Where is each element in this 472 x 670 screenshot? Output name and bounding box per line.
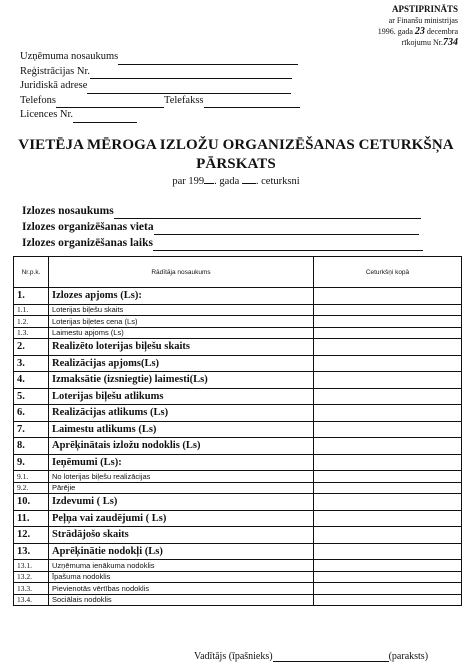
signature-line [194, 651, 428, 662]
company-name-label: Uzņēmuma nosaukums [20, 51, 119, 62]
period-quarter-field[interactable] [242, 175, 256, 184]
row-number: 13.3. [14, 583, 49, 595]
row-indicator-label: Loterijas biļetes cena (Ls) [49, 316, 314, 328]
registration-field[interactable] [90, 68, 292, 79]
signature-suffix: (paraksts) [388, 651, 429, 662]
row-indicator-label: Loterijas biļešu atlikums [49, 388, 314, 405]
row-indicator-label: Īpašuma nodoklis [49, 571, 314, 583]
row-indicator-label: Pārējie [49, 482, 314, 494]
row-quarter-total-cell[interactable] [314, 372, 462, 389]
row-number: 11. [14, 510, 49, 527]
row-quarter-total-cell[interactable] [314, 438, 462, 455]
row-number: 13.2. [14, 571, 49, 583]
report-period [0, 175, 472, 187]
phone-label: Telefons [20, 94, 57, 106]
lottery-name-field[interactable] [114, 208, 421, 219]
table-row [14, 388, 462, 405]
address-row [20, 79, 300, 94]
row-indicator-label: Aprēķinātais izložu nodoklis (Ls) [49, 438, 314, 455]
row-quarter-total-cell[interactable] [314, 471, 462, 483]
signature-field[interactable] [273, 651, 389, 662]
row-number: 9. [14, 454, 49, 471]
row-number: 1. [14, 288, 49, 305]
row-quarter-total-cell[interactable] [314, 304, 462, 316]
period-year-field[interactable] [204, 175, 214, 184]
row-quarter-total-cell[interactable] [314, 288, 462, 305]
table-row [14, 471, 462, 483]
row-quarter-total-cell[interactable] [314, 594, 462, 606]
table-row [14, 543, 462, 560]
row-indicator-label: Loterijas biļešu skaits [49, 304, 314, 316]
row-number: 2. [14, 339, 49, 356]
lottery-place-row [22, 219, 423, 235]
row-quarter-total-cell[interactable] [314, 421, 462, 438]
row-quarter-total-cell[interactable] [314, 543, 462, 560]
lottery-time-row [22, 235, 423, 251]
period-quarter-label: . ceturksni [255, 176, 300, 187]
address-label: Juridiskā adrese [20, 80, 88, 91]
row-indicator-label: Izdevumi ( Ls) [49, 494, 314, 511]
approval-day: 23 [414, 26, 425, 37]
row-indicator-label: Laimestu atlikums (Ls) [49, 421, 314, 438]
col-indicator-header: Rādītāja nosaukums [49, 257, 314, 288]
row-number: 9.2. [14, 482, 49, 494]
table-row [14, 594, 462, 606]
license-row [20, 108, 300, 123]
table-row [14, 327, 462, 339]
row-indicator-label: No loterijas biļešu realizācijas [49, 471, 314, 483]
period-year-label: par 199 [172, 176, 205, 187]
period-mid-label: . gada [214, 176, 240, 187]
row-number: 9.1. [14, 471, 49, 483]
row-indicator-label: Sociālais nodoklis [49, 594, 314, 606]
table-row [14, 355, 462, 372]
table-row [14, 339, 462, 356]
table-row [14, 571, 462, 583]
row-indicator-label: Izlozes apjoms (Ls): [49, 288, 314, 305]
address-field[interactable] [87, 83, 291, 94]
row-quarter-total-cell[interactable] [314, 405, 462, 422]
signature-label: Vadītājs (īpašnieks) [194, 651, 273, 662]
row-number: 8. [14, 438, 49, 455]
fax-label: Telefakss [164, 94, 204, 106]
row-quarter-total-cell[interactable] [314, 494, 462, 511]
row-number: 3. [14, 355, 49, 372]
row-quarter-total-cell[interactable] [314, 339, 462, 356]
row-indicator-label: Realizēto loterijas biļešu skaits [49, 339, 314, 356]
approval-line-2 [378, 26, 458, 37]
row-indicator-label: Realizācijas apjoms(Ls) [49, 355, 314, 372]
phone-fax-row [20, 94, 300, 109]
row-number: 13. [14, 543, 49, 560]
lottery-time-label: Izlozes organizēšanas laiks [22, 237, 153, 249]
row-number: 13.4. [14, 594, 49, 606]
row-indicator-label: Peļņa vai zaudējumi ( Ls) [49, 510, 314, 527]
row-quarter-total-cell[interactable] [314, 560, 462, 572]
lottery-name-row [22, 203, 423, 219]
row-indicator-label: Aprēķinātie nodokļi (Ls) [49, 543, 314, 560]
license-field[interactable] [73, 112, 137, 123]
license-label: Licences Nr. [20, 109, 74, 120]
row-number: 1.3. [14, 327, 49, 339]
table-row [14, 510, 462, 527]
row-quarter-total-cell[interactable] [314, 454, 462, 471]
table-row [14, 288, 462, 305]
table-row [14, 372, 462, 389]
company-name-row [20, 50, 300, 65]
table-row [14, 421, 462, 438]
row-number: 4. [14, 372, 49, 389]
row-number: 1.2. [14, 316, 49, 328]
row-number: 5. [14, 388, 49, 405]
row-quarter-total-cell[interactable] [314, 327, 462, 339]
approval-order-number: 734 [443, 37, 458, 48]
report-table [13, 256, 462, 606]
row-indicator-label: Strādājošo skaits [49, 527, 314, 544]
row-number: 13.1. [14, 560, 49, 572]
approval-month: decembra [426, 27, 458, 36]
row-indicator-label: Ieņēmumi (Ls): [49, 454, 314, 471]
row-indicator-label: Pievienotās vērtības nodoklis [49, 583, 314, 595]
phone-field[interactable] [56, 97, 164, 108]
registration-row [20, 65, 300, 80]
approval-title: APSTIPRINĀTS [391, 4, 458, 14]
row-quarter-total-cell[interactable] [314, 316, 462, 328]
approval-stamp [378, 4, 458, 48]
row-indicator-label: Laimestu apjoms (Ls) [49, 327, 314, 339]
row-quarter-total-cell[interactable] [314, 388, 462, 405]
col-number-header: Nr.p.k. [14, 257, 49, 288]
lottery-name-label: Izlozes nosaukums [22, 205, 114, 217]
table-row [14, 583, 462, 595]
fax-field[interactable] [204, 97, 300, 108]
row-number: 12. [14, 527, 49, 544]
lottery-place-label: Izlozes organizēšanas vieta [22, 221, 154, 233]
approval-order-label: rīkojumu Nr. [401, 38, 443, 47]
row-number: 10. [14, 494, 49, 511]
row-indicator-label: Izmaksātie (izsniegtie) laimesti(Ls) [49, 372, 314, 389]
lottery-time-field[interactable] [153, 240, 423, 251]
report-title-line-1: VIETĒJA MĒROGA IZLOŽU ORGANIZĒŠANAS CETURKŠŅA [18, 137, 454, 153]
table-row [14, 454, 462, 471]
row-quarter-total-cell[interactable] [314, 583, 462, 595]
row-indicator-label: Uzņēmuma ienākuma nodoklis [49, 560, 314, 572]
report-table-body [14, 288, 462, 606]
table-row [14, 304, 462, 316]
report-title-line-2: PĀRSKATS [196, 156, 276, 172]
col-quarter-total-header: Ceturkšņi kopā [314, 257, 462, 288]
row-number: 6. [14, 405, 49, 422]
company-name-field[interactable] [118, 54, 298, 65]
approval-line-1: ar Finanšu ministrijas [388, 16, 458, 25]
row-number: 7. [14, 421, 49, 438]
approval-year: 1996. gada [377, 27, 413, 36]
company-fields [20, 50, 300, 123]
row-quarter-total-cell[interactable] [314, 527, 462, 544]
row-quarter-total-cell[interactable] [314, 482, 462, 494]
row-quarter-total-cell[interactable] [314, 571, 462, 583]
table-header [14, 257, 462, 288]
table-row [14, 405, 462, 422]
table-row [14, 560, 462, 572]
registration-label: Reģistrācijas Nr. [20, 65, 90, 77]
table-row [14, 316, 462, 328]
table-row [14, 527, 462, 544]
report-title [0, 136, 472, 174]
row-indicator-label: Realizācijas atlikums (Ls) [49, 405, 314, 422]
lottery-place-field[interactable] [154, 224, 419, 235]
table-row [14, 482, 462, 494]
table-row [14, 438, 462, 455]
row-quarter-total-cell[interactable] [314, 355, 462, 372]
approval-line-3 [378, 37, 458, 48]
lottery-fields [22, 203, 423, 251]
row-quarter-total-cell[interactable] [314, 510, 462, 527]
row-number: 1.1. [14, 304, 49, 316]
table-row [14, 494, 462, 511]
